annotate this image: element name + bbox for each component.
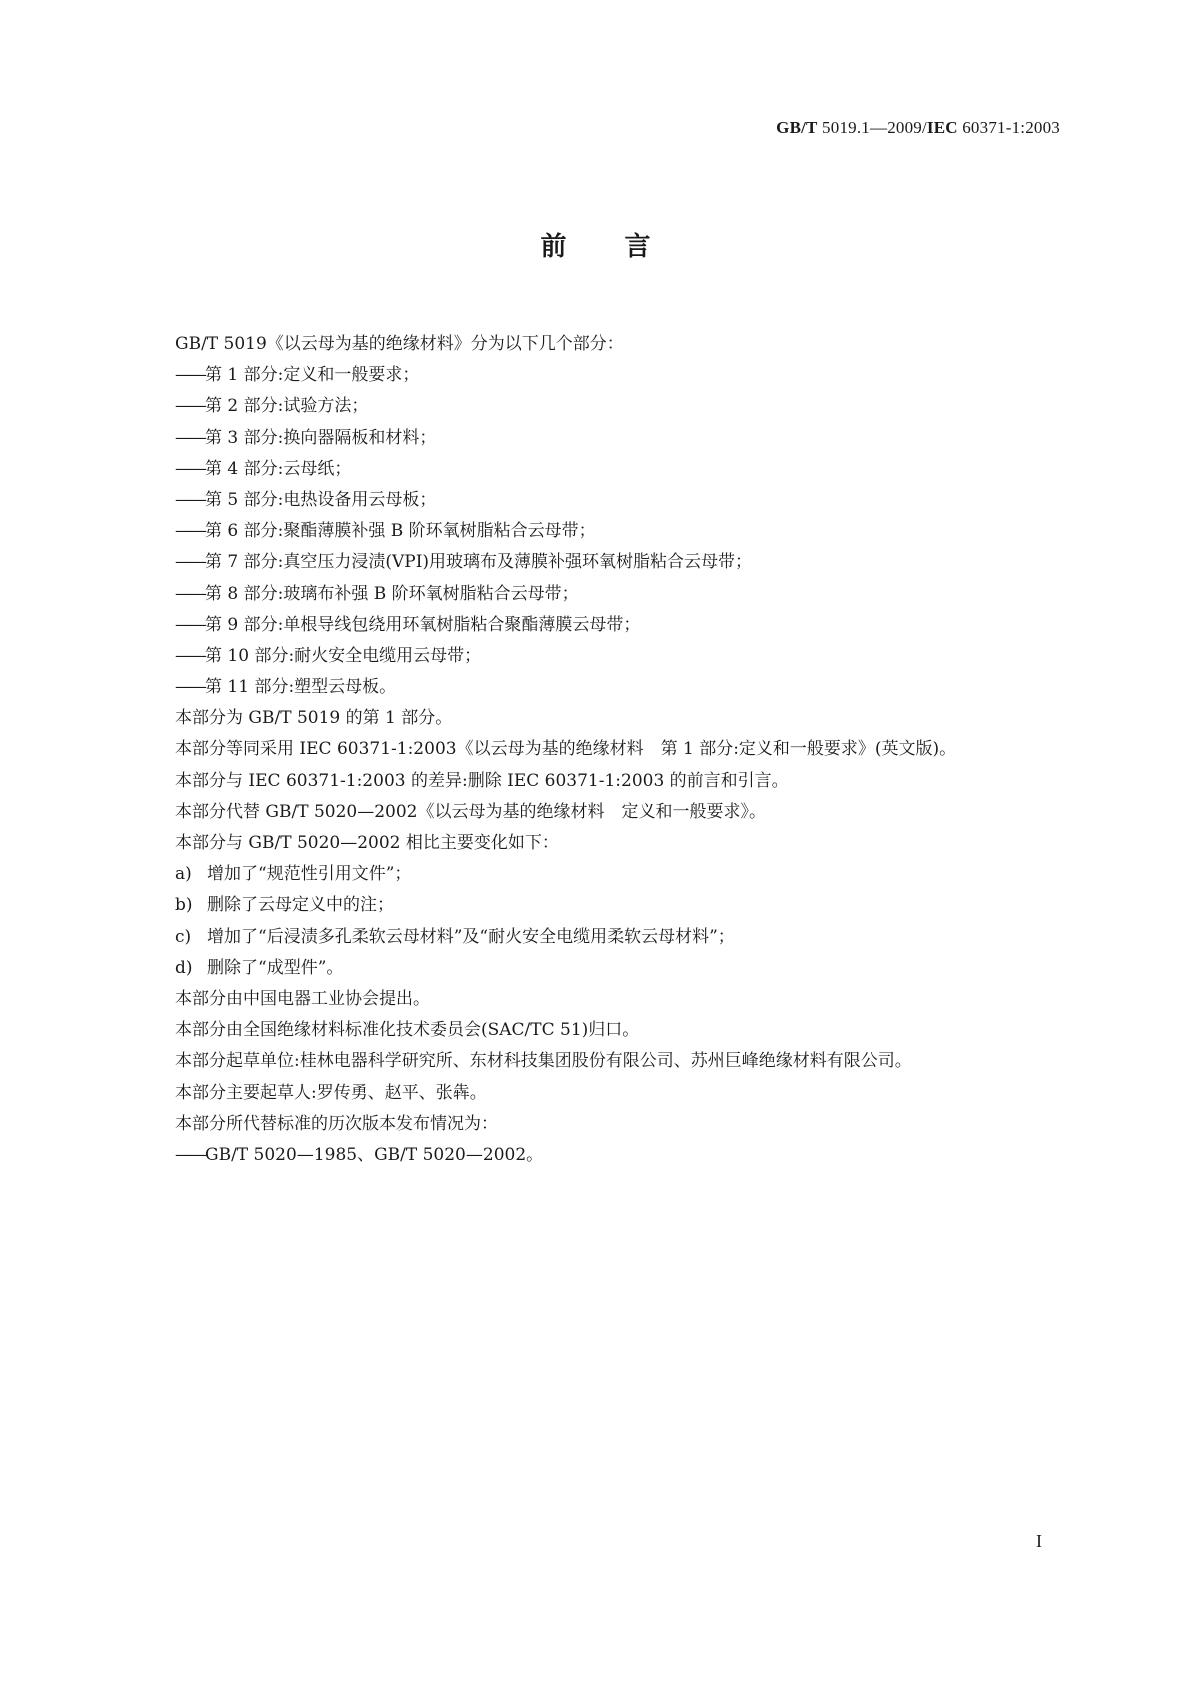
part-item: ——第 6 部分:聚酯薄膜补强 B 阶环氧树脂粘合云母带；: [175, 521, 596, 542]
dash: ——: [175, 1144, 205, 1165]
closing-paragraph: 本部分所代替标准的历次版本发布情况为：: [175, 1113, 498, 1134]
part-item: ——第 8 部分:玻璃布补强 B 阶环氧树脂粘合云母带；: [175, 583, 579, 604]
history-item: ——GB/T 5020—1985、GB/T 5020—2002。: [175, 1144, 544, 1165]
page-number: I: [1036, 1531, 1042, 1551]
closing-paragraph: 本部分起草单位:桂林电器科学研究所、东材科技集团股份有限公司、苏州巨峰绝缘材料有限公司。: [175, 1051, 912, 1072]
closing-paragraph: 本部分主要起草人:罗传勇、赵平、张犇。: [175, 1082, 487, 1103]
closing-paragraph: 本部分由全国绝缘材料标准化技术委员会(SAC/TC 51)归口。: [175, 1020, 640, 1041]
paragraph: 本部分与 GB/T 5020—2002 相比主要变化如下：: [175, 833, 559, 853]
change-label: a): [175, 864, 192, 885]
change-item: a) 增加了“规范性引用文件”；: [175, 859, 1055, 890]
part-item: ——第 3 部分:换向器隔板和材料；: [175, 427, 437, 448]
change-label: c): [175, 926, 192, 947]
change-item: c) 增加了“后浸渍多孔柔软云母材料”及“耐火安全电缆用柔软云母材料”；: [175, 922, 1055, 953]
paragraph: 本部分为 GB/T 5019 的第 1 部分。: [175, 708, 453, 729]
dash: ——: [175, 521, 205, 542]
part-item: ——第 2 部分:试验方法；: [175, 396, 369, 417]
dash: ——: [175, 677, 205, 698]
part-item: ——第 5 部分:电热设备用云母板；: [175, 489, 437, 510]
standard-number-header: [776, 118, 1060, 138]
paragraph: 本部分等同采用 IEC 60371-1:2003《以云母为基的绝缘材料 第 1 部分:定义和一般要求》(英文版)。: [175, 739, 957, 760]
part-item: ——第 7 部分:真空压力浸渍(VPI)用玻璃布及薄膜补强环氧树脂粘合云母带；: [175, 552, 753, 573]
part-item: ——第 10 部分:耐火安全电缆用云母带；: [175, 645, 482, 666]
dash: ——: [175, 365, 205, 386]
paragraph: 本部分与 IEC 60371-1:2003 的差异:删除 IEC 60371-1:2003 的前言和引言。: [175, 770, 789, 791]
iec-prefix: IEC: [926, 118, 958, 137]
title-char-1: 前: [540, 232, 567, 262]
part-item: ——第 1 部分:定义和一般要求；: [175, 365, 420, 386]
paragraph: 本部分代替 GB/T 5020—2002《以云母为基的绝缘材料 定义和一般要求》。: [175, 801, 766, 822]
iec-number: 60371-1:2003: [957, 118, 1060, 137]
change-label: b): [175, 895, 193, 916]
dash: ——: [175, 645, 205, 666]
closing-paragraph: 本部分由中国电器工业协会提出。: [175, 988, 430, 1009]
change-item: b) 删除了云母定义中的注；: [175, 890, 1055, 921]
dash: ——: [175, 396, 205, 417]
dash: ——: [175, 427, 205, 448]
change-label: d): [175, 957, 193, 978]
dash: ——: [175, 552, 205, 573]
part-item: ——第 4 部分:云母纸；: [175, 458, 352, 479]
std-number: 5019.1—2009/: [817, 118, 927, 137]
intro-line: GB/T 5019《以云母为基的绝缘材料》分为以下几个部分：: [175, 334, 624, 354]
dash: ——: [175, 583, 205, 604]
dash: ——: [175, 489, 205, 510]
page-title: [0, 226, 1191, 263]
change-item: d) 删除了“成型件”。: [175, 953, 1055, 984]
std-prefix: GB/T: [776, 118, 818, 137]
part-item: ——第 11 部分:塑型云母板。: [175, 677, 397, 698]
title-char-2: 言: [624, 232, 651, 262]
dash: ——: [175, 458, 205, 479]
dash: ——: [175, 614, 205, 635]
foreword-body: [175, 329, 1055, 1171]
part-item: ——第 9 部分:单根导线包绕用环氧树脂粘合聚酯薄膜云母带；: [175, 614, 641, 635]
